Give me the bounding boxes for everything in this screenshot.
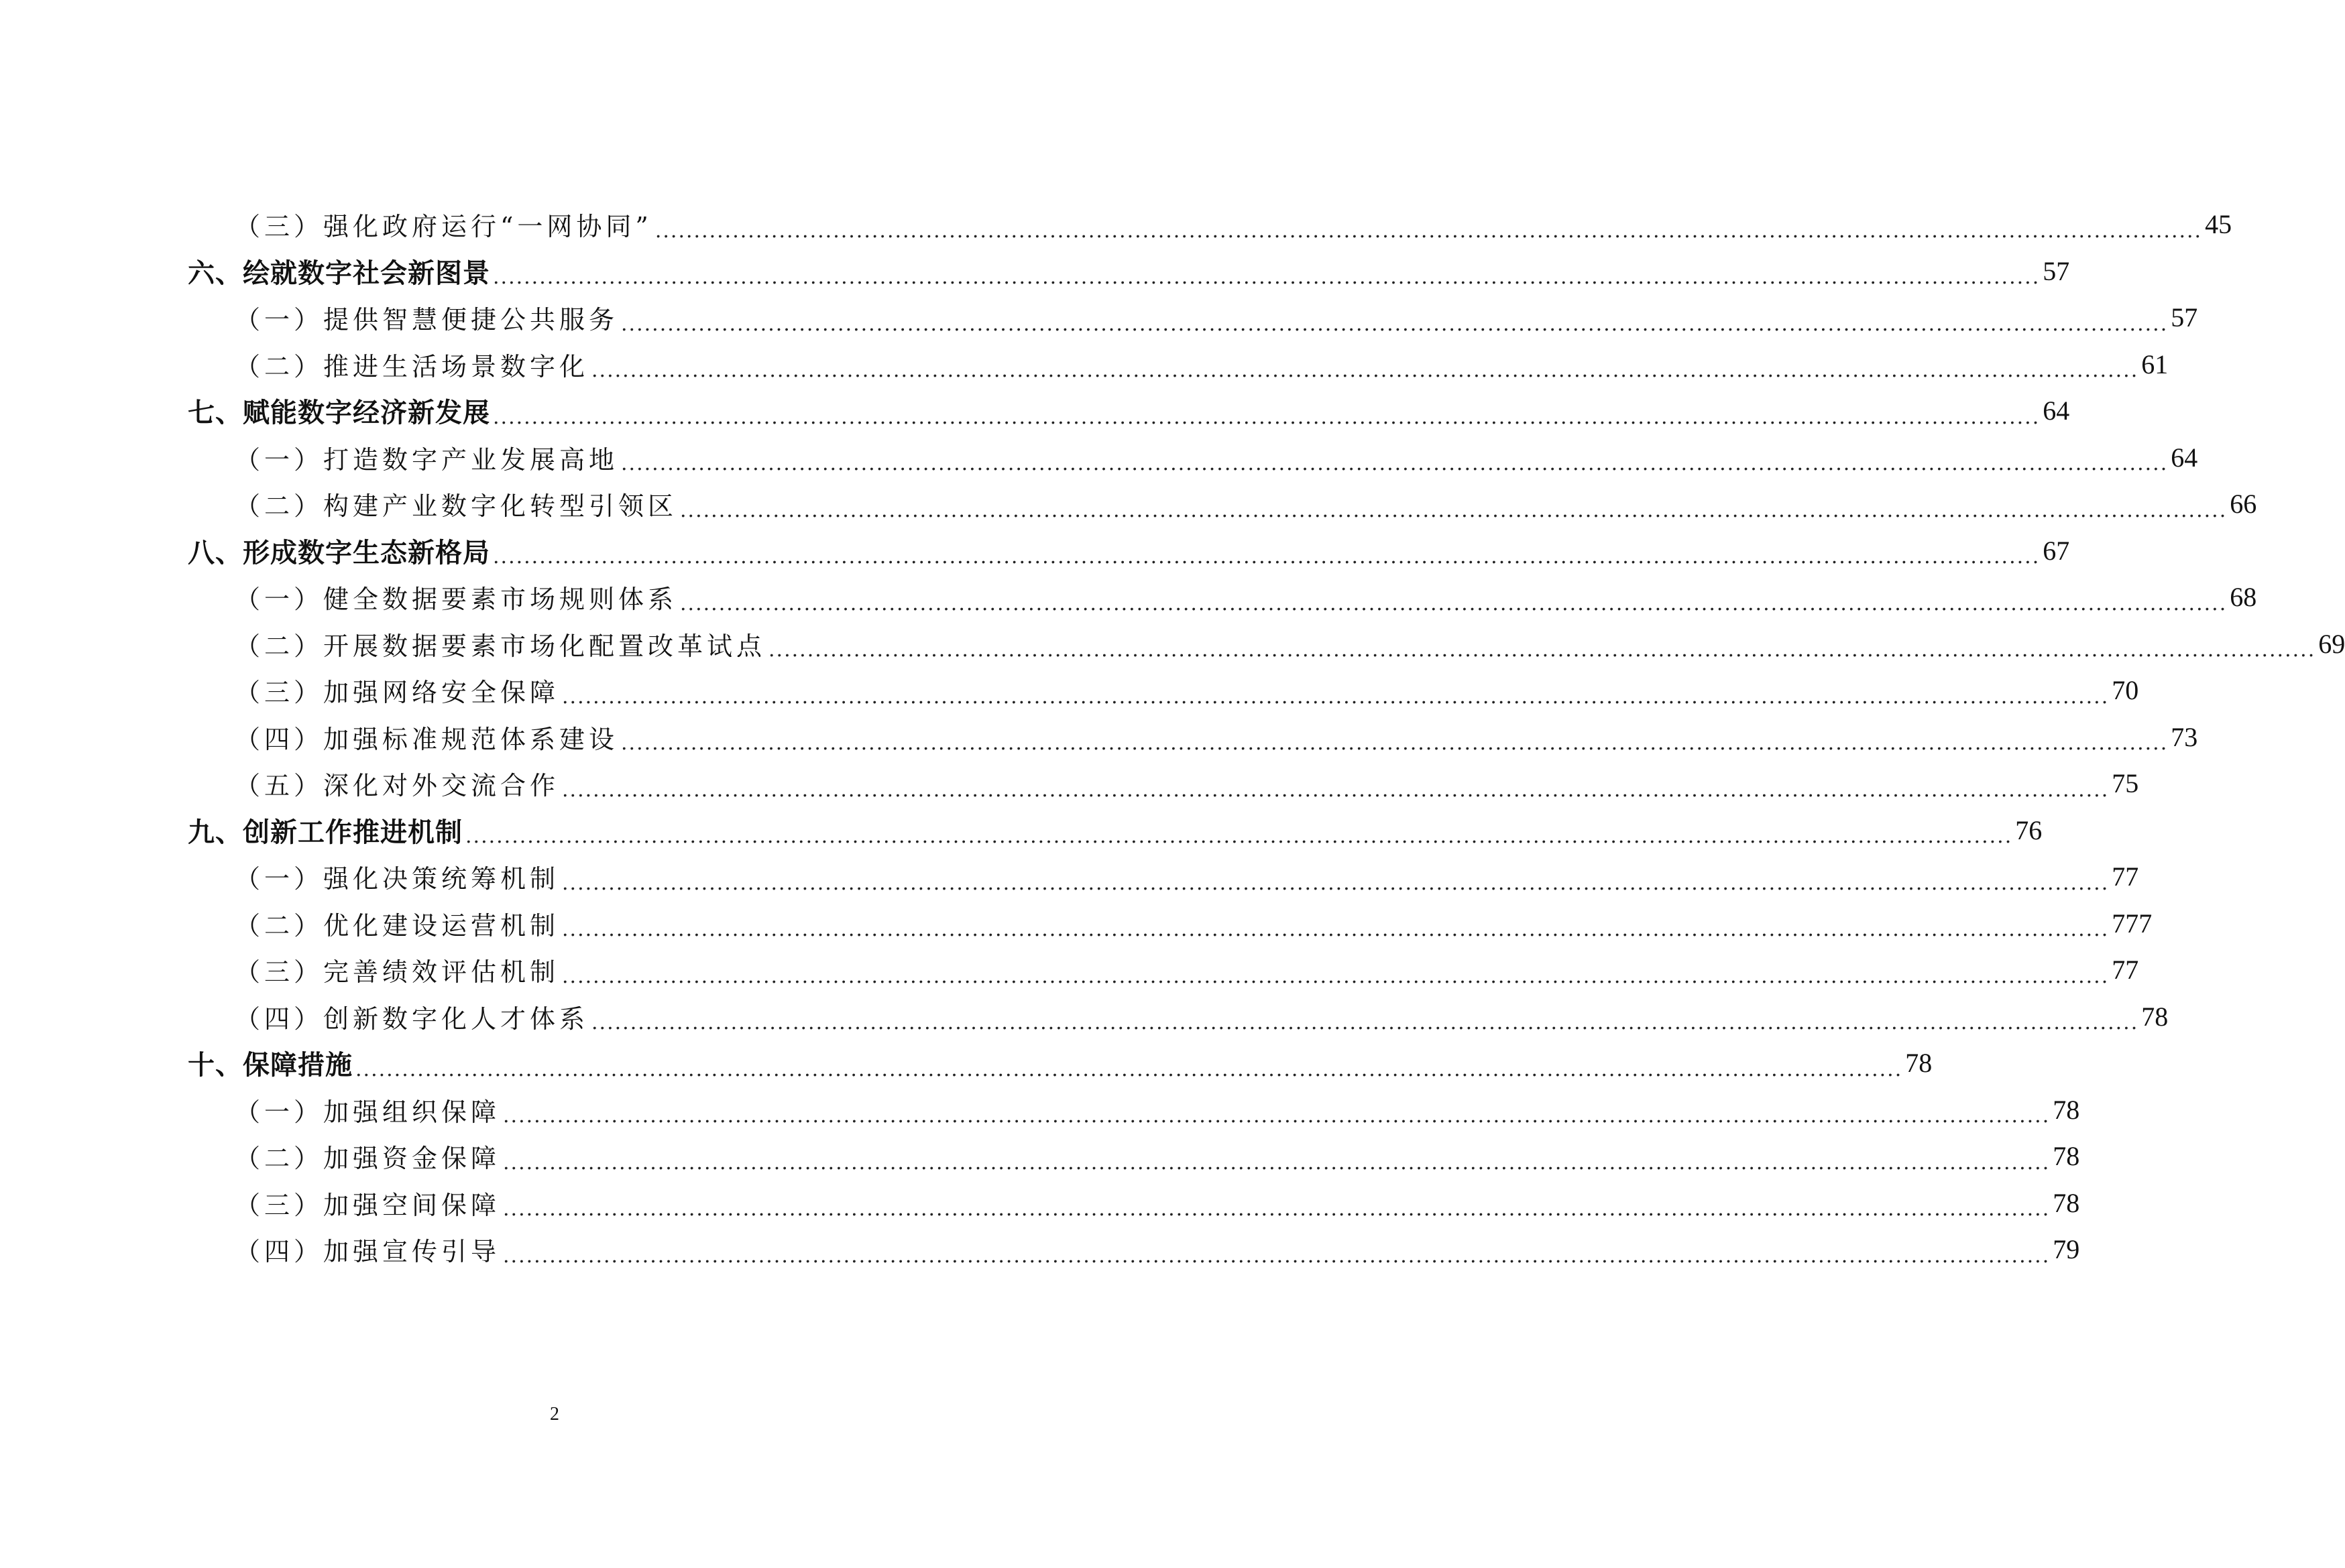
toc-leader-dots: ........................................................................................................................................................................................................	[503, 1244, 2051, 1268]
toc-entry-label: （一）打造数字产业发展高地	[235, 444, 619, 475]
toc-entry-page: 75	[2112, 768, 2139, 799]
toc-entry[interactable]	[0, 621, 2345, 668]
toc-entry[interactable]	[0, 248, 2070, 295]
toc-entry-page: 70	[2112, 675, 2139, 706]
toc-entry[interactable]	[0, 294, 2198, 341]
toc-leader-dots: ........................................................................................................................................................................................................	[493, 265, 2041, 290]
toc-entry-page: 77	[2112, 861, 2139, 892]
toc-entry-page: 45	[2205, 209, 2232, 240]
toc-entry[interactable]	[0, 900, 2153, 947]
toc-entry-label: （三）加强网络安全保障	[235, 678, 560, 708]
toc-entry-label: （二）开展数据要素市场化配置改革试点	[235, 631, 766, 661]
toc-leader-dots: ........................................................................................................................................................................................................	[562, 964, 2110, 988]
toc-entry[interactable]	[0, 760, 2139, 807]
toc-entry-page: 64	[2043, 396, 2070, 426]
toc-entry-page: 76	[2015, 815, 2043, 845]
toc-entry-page: 78	[2053, 1094, 2080, 1125]
toc-entry-label: （五）深化对外交流合作	[235, 771, 560, 801]
toc-entry-label: （三）强化政府运行“一网协同”	[235, 212, 652, 242]
toc-entry-page: 67	[2043, 535, 2070, 566]
toc-entry[interactable]	[0, 341, 2169, 388]
toc-entry-page: 73	[2171, 721, 2198, 752]
toc-entry-page: 69	[2318, 628, 2345, 659]
toc-leader-dots: ........................................................................................................................................................................................................	[680, 498, 2228, 522]
toc-leader-dots: ........................................................................................................................................................................................................	[465, 825, 2013, 849]
toc-entry-page: 61	[2141, 349, 2169, 379]
toc-entry-page: 77	[2112, 955, 2139, 985]
toc-entry[interactable]	[0, 201, 2232, 248]
toc-entry[interactable]	[0, 667, 2139, 714]
toc-entry-page: 78	[2053, 1187, 2080, 1218]
toc-entry-label: 十、保障措施	[188, 1050, 353, 1081]
toc-leader-dots: ........................................................................................................................................................................................................	[562, 684, 2110, 709]
toc-entry-label: （三）完善绩效评估机制	[235, 957, 560, 987]
toc-entry-label: 六、绘就数字社会新图景	[188, 257, 490, 289]
toc-leader-dots: ........................................................................................................................................................................................................	[503, 1104, 2051, 1128]
toc-entry[interactable]	[0, 481, 2257, 528]
toc-entry-label: （二）加强资金保障	[235, 1144, 501, 1174]
toc-entry[interactable]	[0, 1087, 2080, 1134]
toc-entry-label: 七、赋能数字经济新发展	[188, 398, 490, 429]
toc-entry-label: （二）推进生活场景数字化	[235, 351, 589, 381]
toc-leader-dots: ........................................................................................................................................................................................................	[768, 638, 2316, 662]
toc-leader-dots: ........................................................................................................................................................................................................	[591, 359, 2139, 383]
toc-entry[interactable]	[0, 853, 2139, 900]
toc-entry-label: （四）创新数字化人才体系	[235, 1004, 589, 1034]
toc-entry-label: （二）优化建设运营机制	[235, 910, 560, 941]
toc-leader-dots: ........................................................................................................................................................................................................	[562, 778, 2110, 802]
toc-entry-page: 68	[2230, 582, 2257, 613]
toc-entry[interactable]	[0, 387, 2070, 434]
toc-entry-label: 九、创新工作推进机制	[188, 817, 463, 848]
toc-entry-page: 57	[2171, 302, 2198, 333]
toc-entry[interactable]	[0, 947, 2139, 993]
toc-leader-dots: ........................................................................................................................................................................................................	[493, 545, 2041, 569]
toc-entry-page: 57	[2043, 255, 2070, 286]
toc-leader-dots: ........................................................................................................................................................................................................	[562, 918, 2110, 942]
toc-entry-page: 777	[2112, 908, 2153, 939]
toc-leader-dots: ........................................................................................................................................................................................................	[591, 1011, 2139, 1035]
toc-entry-label: （三）加强空间保障	[235, 1190, 501, 1220]
toc-entry-label: （二）构建产业数字化转型引领区	[235, 491, 678, 522]
page-number: 2	[550, 1404, 559, 1425]
toc-entry-label: 八、形成数字生态新格局	[188, 537, 490, 568]
table-of-contents	[0, 201, 2345, 1273]
toc-entry[interactable]	[0, 807, 2043, 854]
toc-entry[interactable]	[0, 1180, 2080, 1227]
toc-leader-dots: ........................................................................................................................................................................................................	[621, 312, 2169, 336]
toc-leader-dots: ........................................................................................................................................................................................................	[562, 871, 2110, 895]
toc-entry[interactable]	[0, 1133, 2080, 1180]
toc-leader-dots: ........................................................................................................................................................................................................	[355, 1057, 1903, 1081]
toc-leader-dots: ........................................................................................................................................................................................................	[680, 591, 2228, 615]
toc-leader-dots: ........................................................................................................................................................................................................	[503, 1150, 2051, 1174]
toc-entry[interactable]	[0, 574, 2257, 621]
toc-entry-label: （四）加强标准规范体系建设	[235, 724, 619, 754]
toc-leader-dots: ........................................................................................................................................................................................................	[654, 219, 2203, 243]
toc-entry-label: （一）健全数据要素市场规则体系	[235, 585, 678, 615]
toc-entry[interactable]	[0, 714, 2198, 761]
toc-entry-page: 66	[2230, 489, 2257, 520]
toc-leader-dots: ........................................................................................................................................................................................................	[621, 731, 2169, 756]
toc-entry-page: 78	[2141, 1001, 2169, 1032]
toc-entry-label: （一）提供智慧便捷公共服务	[235, 305, 619, 335]
toc-entry-page: 78	[1905, 1048, 1933, 1079]
toc-leader-dots: ........................................................................................................................................................................................................	[621, 452, 2169, 476]
toc-entry-label: （一）强化决策统筹机制	[235, 864, 560, 894]
toc-entry-page: 64	[2171, 442, 2198, 473]
toc-entry[interactable]	[0, 993, 2169, 1040]
toc-entry-label: （一）加强组织保障	[235, 1097, 501, 1127]
toc-entry[interactable]	[0, 1040, 1933, 1087]
toc-leader-dots: ........................................................................................................................................................................................................	[493, 405, 2041, 429]
toc-entry[interactable]	[0, 434, 2198, 481]
toc-entry[interactable]	[0, 528, 2070, 575]
toc-entry-page: 79	[2053, 1234, 2080, 1265]
toc-entry[interactable]	[0, 1226, 2080, 1273]
toc-entry-label: （四）加强宣传引导	[235, 1237, 501, 1267]
toc-leader-dots: ........................................................................................................................................................................................................	[503, 1197, 2051, 1221]
toc-entry-page: 78	[2053, 1141, 2080, 1172]
